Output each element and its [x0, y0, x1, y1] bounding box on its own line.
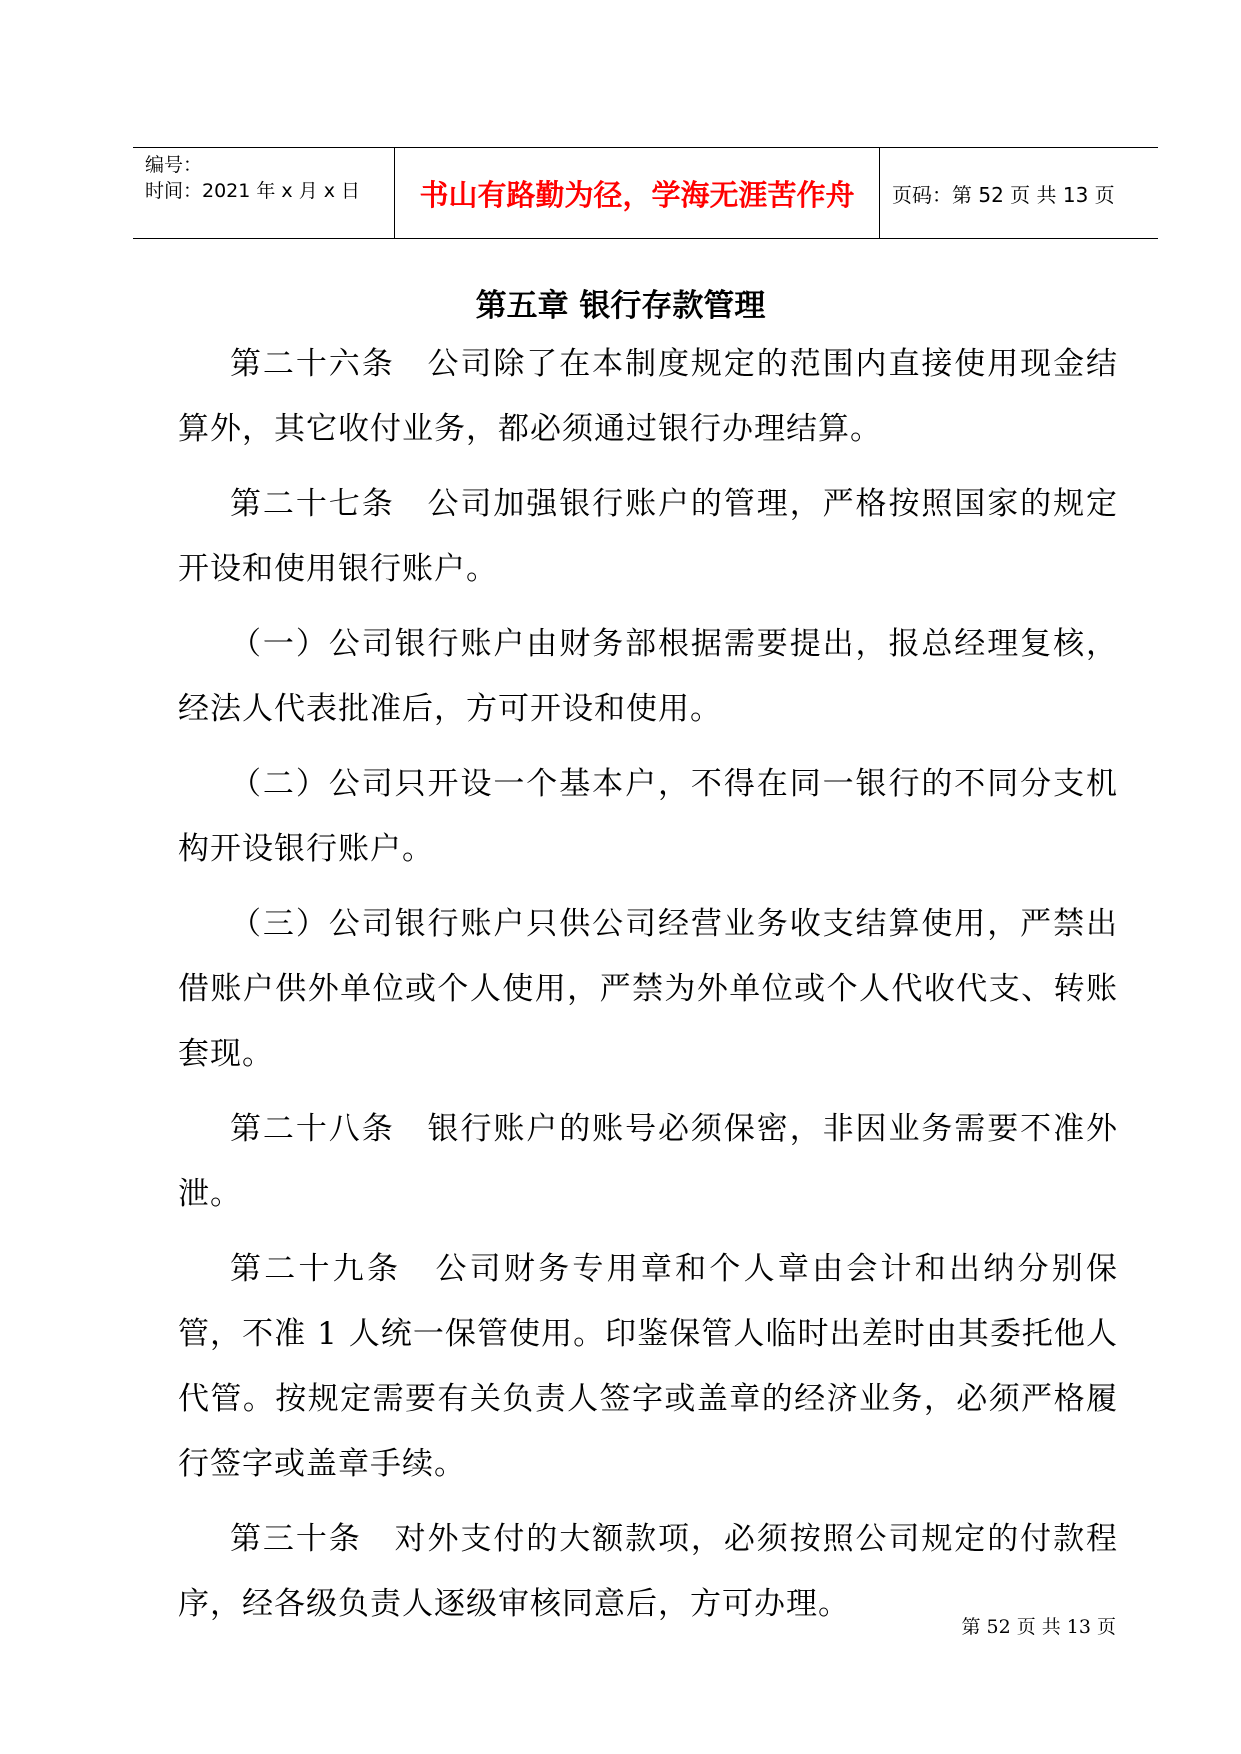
paragraph: 第二十六条 公司除了在本制度规定的范围内直接使用现金结算外，其它收付业务，都必须通过银行办理结算。 [178, 346, 1118, 447]
header-page-code: 页码：第 52 页 共 13 页 [892, 182, 1115, 207]
document-header [133, 147, 1158, 239]
paragraph: （二）公司只开设一个基本户，不得在同一银行的不同分支机构开设银行账户。 [178, 766, 1118, 867]
paragraph: 第三十条 对外支付的大额款项，必须按照公司规定的付款程序，经各级负责人逐级审核同意后，方可办理。 [178, 1521, 1118, 1622]
page-footer: 第 52 页 共 13 页 [961, 1616, 1116, 1638]
document-time-label: 时间：2021 年 x 月 x 日 [145, 180, 361, 202]
header-motto: 书山有路勤为径，学海无涯苦作舟 [395, 148, 880, 238]
document-body [178, 332, 1118, 1647]
paragraph: 第二十九条 公司财务专用章和个人章由会计和出纳分别保管，不准 1 人统一保管使用。印鉴保管人临时出差时由其委托他人代管。按规定需要有关负责人签字或盖章的经济业务，必须严格履行签字或盖章手续。 [178, 1251, 1118, 1482]
paragraph: 第二十八条 银行账户的账号必须保密，非因业务需要不准外泄。 [178, 1111, 1118, 1212]
document-number-label: 编号： [145, 154, 203, 176]
paragraph: 第二十七条 公司加强银行账户的管理，严格按照国家的规定开设和使用银行账户。 [178, 486, 1118, 587]
header-meta [133, 148, 395, 238]
chapter-title: 第五章 银行存款管理 [475, 288, 766, 324]
paragraph: （一）公司银行账户由财务部根据需要提出，报总经理复核，经法人代表批准后，方可开设和使用。 [178, 626, 1118, 727]
paragraph: （三）公司银行账户只供公司经营业务收支结算使用，严禁出借账户供外单位或个人使用，严禁为外单位或个人代收代支、转账套现。 [178, 906, 1118, 1072]
